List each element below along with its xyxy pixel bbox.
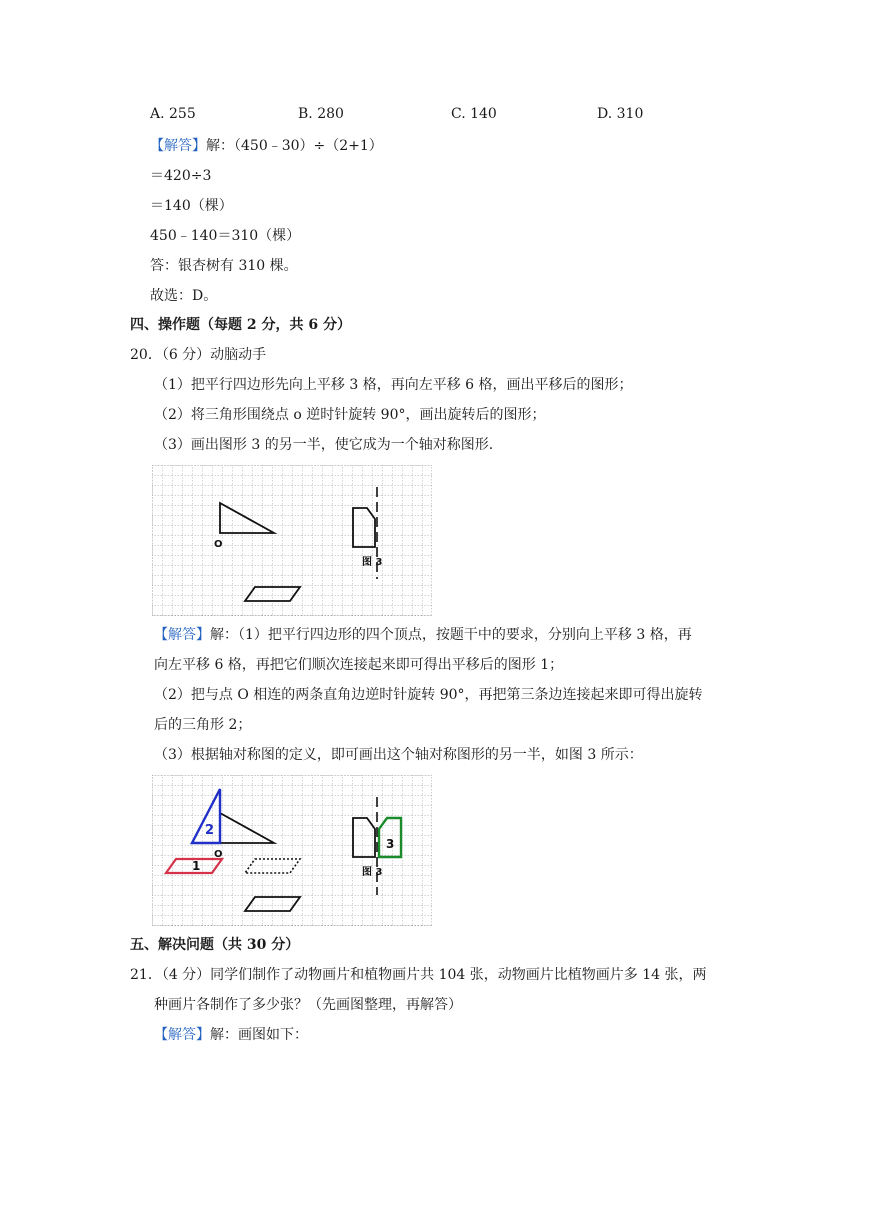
section-title-5: 五、解决问题（共 30 分） <box>130 937 300 953</box>
q20-answer-line-5: （3）根据轴对称图的定义，即可画出这个轴对称图形的另一半，如图 3 所示： <box>154 747 643 763</box>
answer-tag: 【解答】 <box>154 1027 210 1043</box>
choice-d: D. 310 <box>597 106 644 122</box>
answer-tag: 【解答】 <box>154 627 210 643</box>
q19-answer-line-4: 450﹣140＝310（棵） <box>150 228 301 244</box>
q20-item-3: （3）画出图形 3 的另一半，使它成为一个轴对称图形. <box>154 437 494 453</box>
q20-item-1: （1）把平行四边形先向上平移 3 格，再向左平移 6 格，画出平移后的图形； <box>154 377 633 393</box>
answer-grid-figure <box>152 775 432 926</box>
choice-a: A. 255 <box>150 106 196 122</box>
q20-answer-line-1: 【解答】解：（1）把平行四边形的四个顶点，按题干中的要求，分别向上平移 3 格，再 <box>154 627 692 643</box>
q19-answer-line-1: 【解答】解：（450﹣30）÷（2+1） <box>150 138 383 154</box>
q21-stem-line-2: 种画片各制作了多少张？（先画图整理，再解答） <box>154 997 462 1013</box>
q19-answer-line-6: 故选：D。 <box>150 288 218 304</box>
shape-2-label: 2 <box>205 823 215 838</box>
choice-c: C. 140 <box>451 106 497 122</box>
q20-answer-line-3: （2）把与点 O 相连的两条直角边逆时针旋转 90°，再把第三条边连接起来即可得出旋转 <box>154 687 703 703</box>
shape-3-label: 3 <box>386 837 395 851</box>
point-o-label: O <box>214 849 223 860</box>
q20-item-2: （2）将三角形围绕点 o 逆时针旋转 90°，画出旋转后的图形； <box>154 407 546 423</box>
shape-3-caption: 图 3 <box>362 557 383 568</box>
q19-answer-line-2: ＝420÷3 <box>150 168 212 184</box>
question-grid-figure <box>152 465 432 616</box>
answer-tag: 【解答】 <box>150 138 206 154</box>
grid-background <box>152 465 432 616</box>
q20-answer-line-4: 后的三角形 2； <box>154 717 252 733</box>
q21-answer-line-1: 【解答】解：画图如下： <box>154 1027 308 1043</box>
q21-stem-line-1: 21．（4 分）同学们制作了动物画片和植物画片共 104 张，动物画片比植物画片多 14 张，两 <box>130 967 707 983</box>
q20-answer-line-2: 向左平移 6 格，再把它们顺次连接起来即可得出平移后的图形 1； <box>154 657 564 673</box>
point-o-label: O <box>214 539 223 550</box>
shape-3-caption: 图 3 <box>362 867 383 878</box>
q20-stem: 20．（6 分）动脑动手 <box>130 347 267 363</box>
shape-1-label: 1 <box>192 859 201 873</box>
section-title-4: 四、操作题（每题 2 分，共 6 分） <box>130 317 351 333</box>
q19-answer-line-5: 答：银杏树有 310 棵。 <box>150 258 298 274</box>
choice-b: B. 280 <box>298 106 344 122</box>
q19-answer-line-3: ＝140（棵） <box>150 198 233 214</box>
